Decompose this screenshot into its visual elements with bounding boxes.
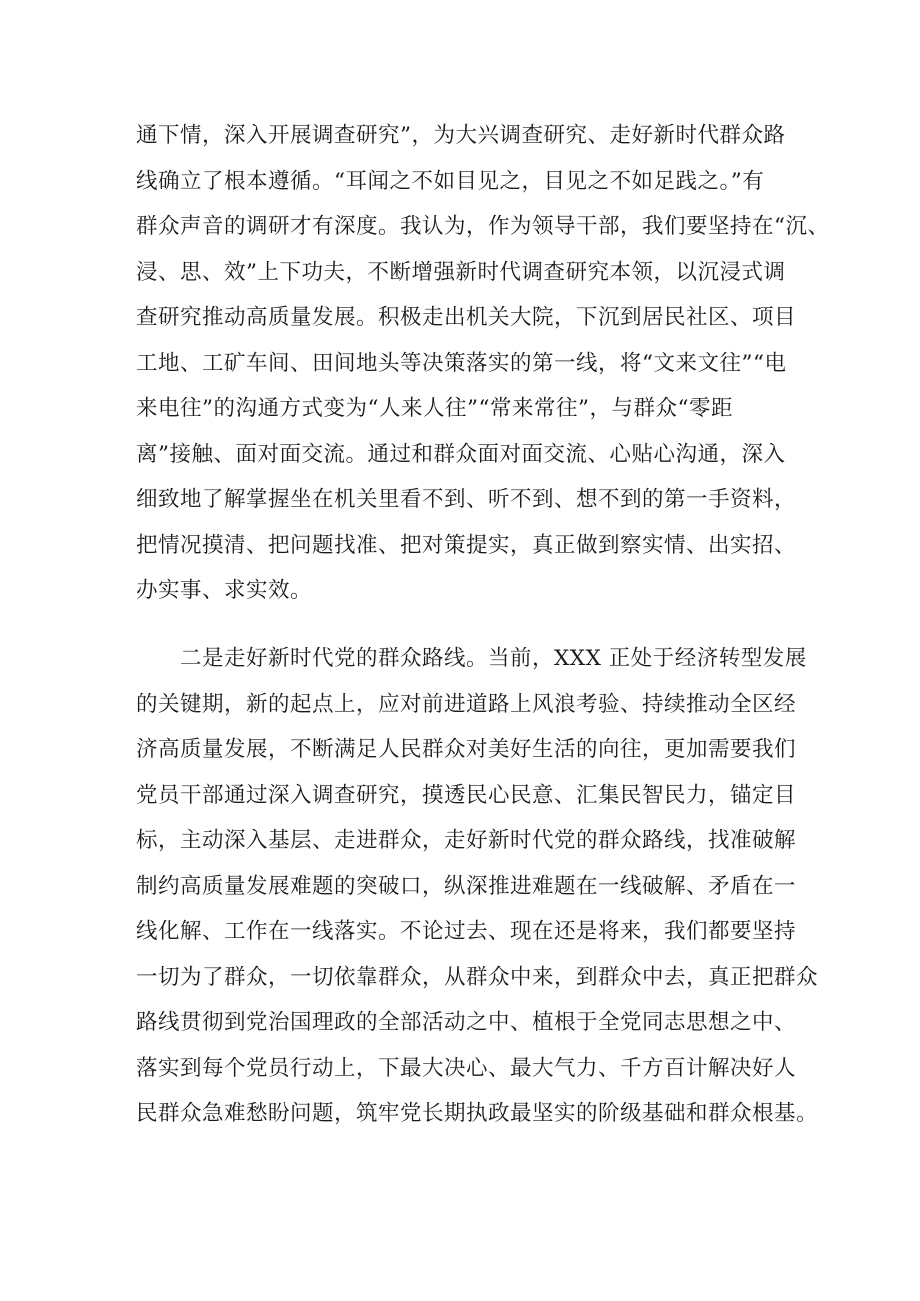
paragraph-mass-line <box>136 636 819 1137</box>
text-line: 二是走好新时代党的群众路线。当前，XXX 正处于经济转型发展 <box>136 646 807 671</box>
text-line: 标，主动深入基层、走进群众，走好新时代党的群众路线，找准破解 <box>136 828 797 853</box>
text-line: 把情况摸清、把问题找准、把对策提实，真正做到察实情、出实招、 <box>136 532 797 558</box>
text-line: 群众声音的调研才有深度。我认为，作为领导干部，我们要坚持在“沉、 <box>136 214 830 239</box>
text-line: 办实事、求实效。 <box>136 578 313 603</box>
text-line: 的关键期，新的起点上，应对前进道路上风浪考验、持续推动全区经 <box>136 691 797 717</box>
text-line: 路线贯彻到党治国理政的全部活动之中、植根于全党同志思想之中、 <box>136 1010 797 1035</box>
text-line: 民群众急难愁盼问题，筑牢党长期执政最坚实的阶级基础和群众根基。 <box>136 1101 819 1126</box>
text-line: 离”接触、面对面交流。通过和群众面对面交流、心贴心沟通，深入 <box>136 441 786 467</box>
text-line: 查研究推动高质量发展。积极走出机关大院，下沉到居民社区、项目 <box>136 305 797 330</box>
text-line: 济高质量发展，不断满足人民群众对美好生活的向往，更加需要我们 <box>136 737 797 762</box>
text-line: 制约高质量发展难题的突破口，纵深推进难题在一线破解、矛盾在一 <box>136 873 797 899</box>
text-line: 来电往”的沟通方式变为“人来人往”“常来常往”，与群众“零距 <box>136 396 733 421</box>
text-line: 落实到每个党员行动上，下最大决心、最大气力、千方百计解决好人 <box>136 1055 797 1081</box>
text-line: 工地、工矿车间、田间地头等决策落实的第一线，将“文来文往”“电 <box>136 350 787 376</box>
text-line: 党员干部通过深入调查研究，摸透民心民意、汇集民智民力，锚定目 <box>136 782 797 808</box>
text-line: 线化解、工作在一线落实。不论过去、现在还是将来，我们都要坚持 <box>136 919 797 944</box>
text-line: 通下情，深入开展调查研究”，为大兴调查研究、走好新时代群众路 <box>136 123 786 148</box>
paragraph-investigation-research <box>136 113 830 614</box>
text-line: 一切为了群众，一切依靠群众，从群众中来，到群众中去，真正把群众 <box>136 964 819 990</box>
text-line: 线确立了根本遵循。“耳闻之不如目见之，目见之不如足践之。”有 <box>136 168 765 194</box>
text-line: 细致地了解掌握坐在机关里看不到、听不到、想不到的第一手资料， <box>136 487 797 512</box>
text-line: 浸、思、效”上下功夫，不断增强新时代调查研究本领，以沉浸式调 <box>136 259 786 285</box>
